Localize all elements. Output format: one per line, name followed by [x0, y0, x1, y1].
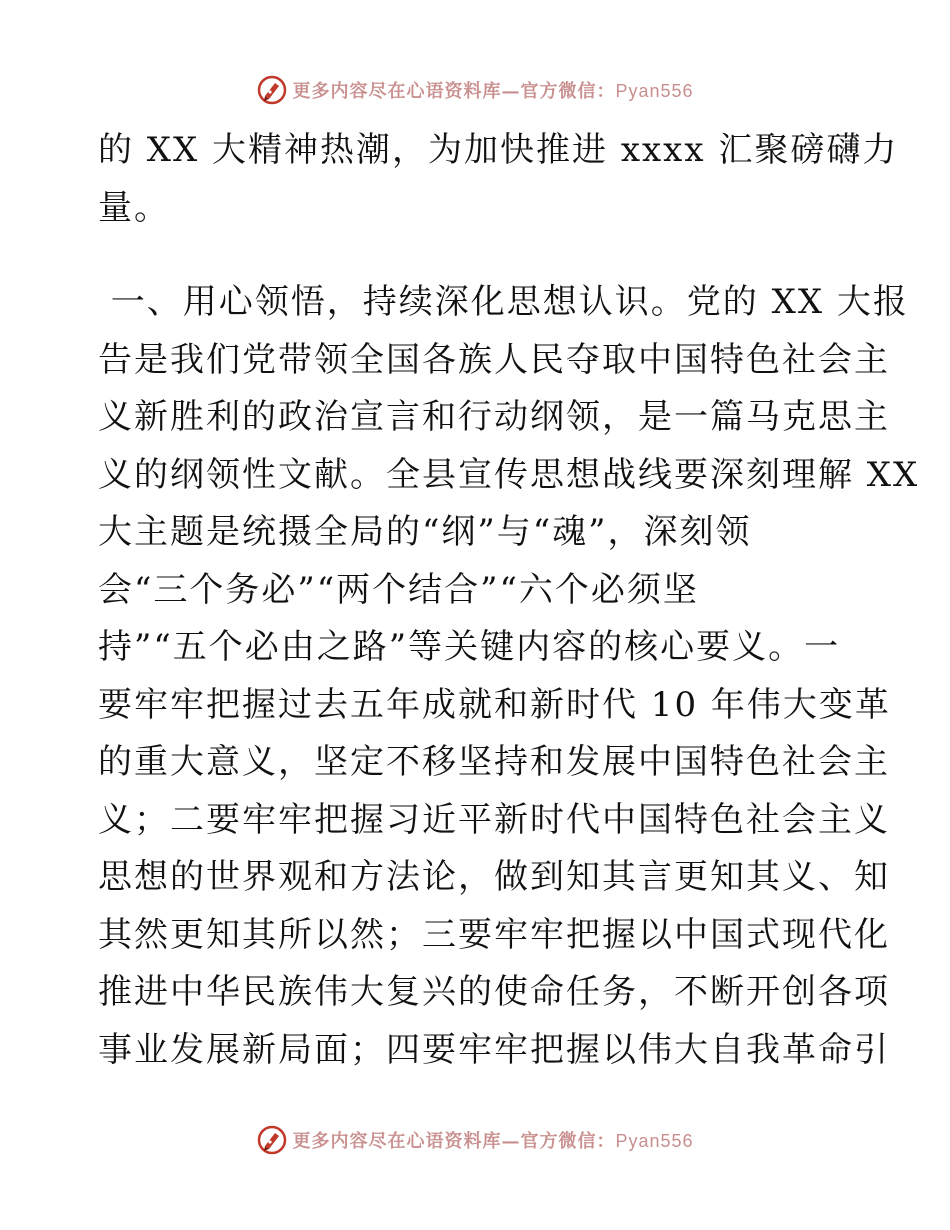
- text-line: 大主题是统摄全局的“纲”与“魂”，深刻领: [98, 512, 752, 552]
- header-banner-label: 更多内容尽在心语资料库—官方微信：: [292, 81, 616, 102]
- header-banner: [0, 70, 950, 110]
- text-line: 义的纲领性文献。全县宣传思想战线要深刻理解 XX: [98, 454, 920, 495]
- text-line: 持”“五个必由之路”等关键内容的核心要义。一: [98, 627, 841, 667]
- text-line: 要牢牢把握过去五年成就和新时代 10 年伟大变革: [98, 684, 891, 725]
- document-body: [98, 122, 920, 1079]
- section-heading-line: 一、用心领悟，持续深化思想认识。党的 XX 大报: [98, 282, 909, 322]
- text-line: 思想的世界观和方法论，做到知其言更知其义、知: [98, 857, 890, 897]
- text-line: 其然更知其所以然；三要牢牢把握以中国式现代化: [98, 914, 890, 955]
- text-line: 会“三个务必”“两个结合”“六个必须坚: [98, 569, 699, 610]
- text-line: 事业发展新局面；四要牢牢把握以伟大自我革命引: [98, 1029, 890, 1070]
- footer-banner: [0, 1120, 950, 1160]
- text-line: 义新胜利的政治宣言和行动纲领，是一篇马克思主: [98, 397, 890, 437]
- footer-banner-text: [292, 1127, 693, 1153]
- header-wechat-id: Pyan556: [615, 81, 694, 101]
- header-banner-text: [292, 77, 693, 103]
- footer-banner-label: 更多内容尽在心语资料库—官方微信：: [292, 1131, 616, 1152]
- text-line: 的 XX 大精神热潮，为加快推进 xxxx 汇聚磅礴力: [98, 130, 899, 170]
- text-line: 推进中华民族伟大复兴的使命任务，不断开创各项: [98, 972, 890, 1012]
- paragraph-2: [98, 274, 920, 1079]
- pen-logo-icon: [256, 1124, 288, 1156]
- paragraph-1: [98, 122, 899, 237]
- text-line: 义；二要牢牢把握习近平新时代中国特色社会主义: [98, 799, 890, 840]
- pen-logo-icon: [256, 74, 288, 106]
- text-line: 量。: [98, 187, 170, 228]
- text-line: 的重大意义，坚定不移坚持和发展中国特色社会主: [98, 742, 890, 782]
- text-line: 告是我们党带领全国各族人民夺取中国特色社会主: [98, 339, 890, 380]
- footer-wechat-id: Pyan556: [615, 1131, 694, 1151]
